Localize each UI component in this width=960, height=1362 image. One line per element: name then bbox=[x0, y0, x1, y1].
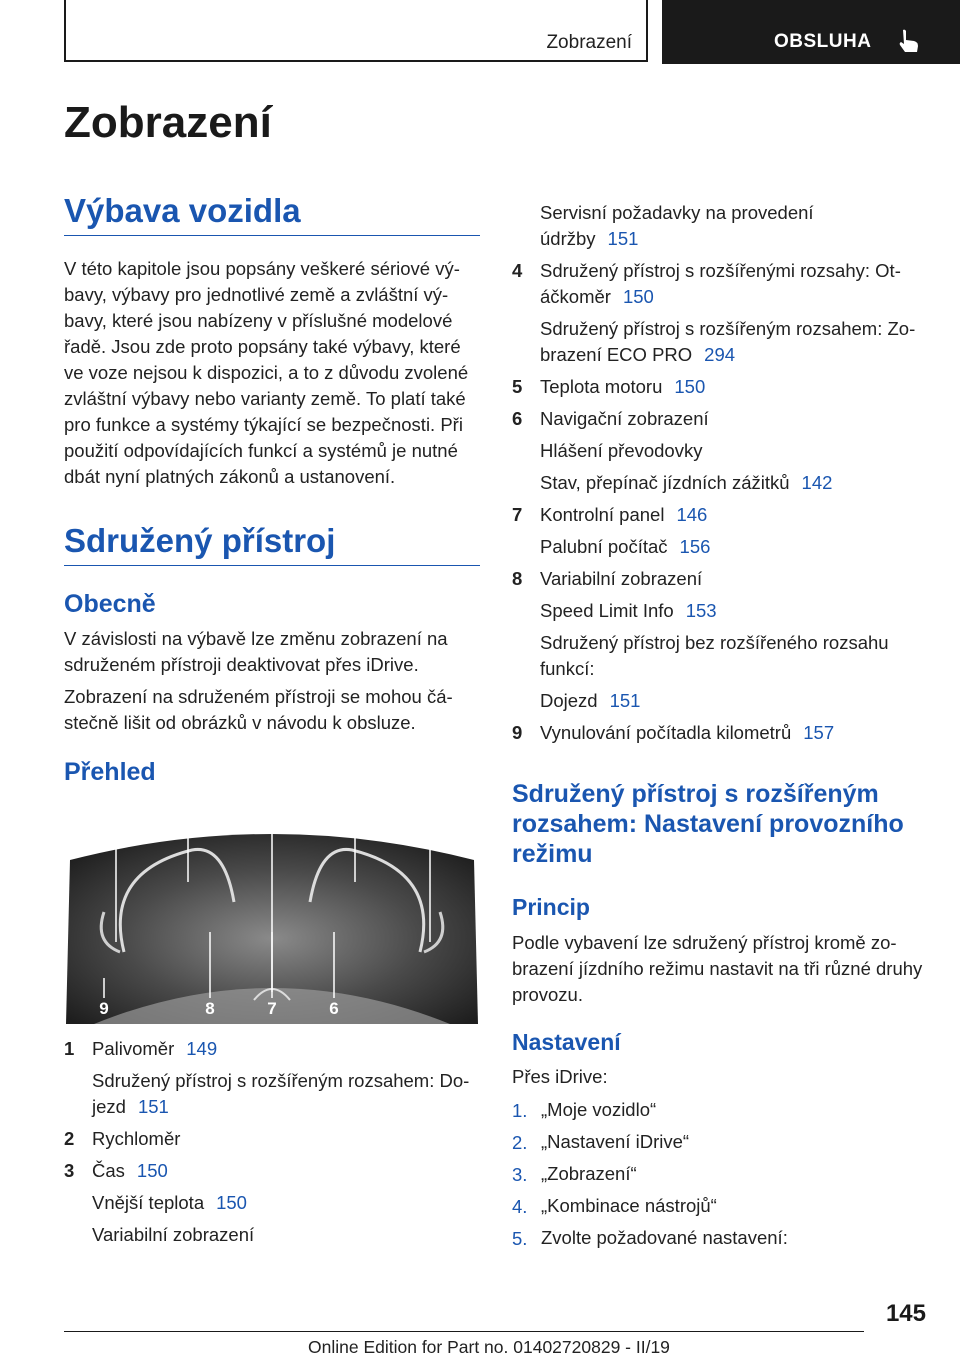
text-line: stečně lišit od obrázků v návodu k obsluze. bbox=[64, 712, 416, 733]
legend-number: 9 bbox=[512, 722, 523, 743]
legend-text: Servisní požadavky na provedení bbox=[540, 202, 814, 223]
heading-vybava: Výbava vozidla bbox=[64, 192, 301, 229]
page-reference-link[interactable]: 151 bbox=[137, 1096, 169, 1117]
legend-text: Speed Limit Info bbox=[540, 600, 674, 621]
page-reference-link[interactable]: 150 bbox=[136, 1160, 168, 1181]
step-text: „Zobrazení“ bbox=[541, 1163, 637, 1184]
header-section-title: Zobrazení bbox=[546, 32, 632, 53]
figure-label-4: 4 bbox=[350, 807, 360, 826]
legend-item bbox=[540, 438, 702, 464]
legend-item bbox=[92, 1222, 254, 1248]
legend-number: 1 bbox=[64, 1038, 75, 1059]
pointing-hand-icon bbox=[894, 28, 922, 54]
figure-label-3: 3 bbox=[267, 807, 277, 826]
text-line: bavy, které jsou nabízeny v příslušné modelové bbox=[64, 310, 453, 331]
page-reference-link[interactable]: 151 bbox=[607, 228, 639, 249]
legend-text: Palubní počítač bbox=[540, 536, 668, 557]
legend-text: Sdružený přístroj s rozšířenými rozsahy: Ot‐ bbox=[540, 260, 901, 281]
step-number: 3. bbox=[512, 1164, 528, 1185]
heading-rule bbox=[64, 565, 480, 566]
page-reference-link[interactable]: 294 bbox=[704, 344, 736, 365]
page-reference-link[interactable]: 146 bbox=[676, 504, 708, 525]
legend-text: Stav, přepínač jízdních zážitků bbox=[540, 472, 790, 493]
legend-item bbox=[92, 1158, 168, 1184]
figure-label-1: 1 bbox=[111, 807, 121, 826]
legend-item bbox=[540, 374, 705, 400]
page-reference-link[interactable]: 149 bbox=[186, 1038, 218, 1059]
heading-prehled: Přehled bbox=[64, 758, 156, 786]
legend-item bbox=[540, 342, 735, 368]
text-line: použití odpovídajících funkcí a systémů je nutné bbox=[64, 440, 458, 461]
legend-number: 6 bbox=[512, 408, 523, 429]
header-chapter-box bbox=[662, 0, 960, 64]
legend-text: Kontrolní panel bbox=[540, 504, 665, 525]
step-number: 4. bbox=[512, 1196, 528, 1217]
figure-label-9: 9 bbox=[99, 999, 109, 1018]
text-line: Zobrazení na sdruženém přístroji se mohou čá‐ bbox=[64, 686, 453, 707]
legend-text: Sdružený přístroj s rozšířeným rozsahem: Do‐ bbox=[92, 1070, 470, 1091]
page-reference-link[interactable]: 157 bbox=[803, 722, 835, 743]
heading-sdruzeny: Sdružený přístroj bbox=[64, 522, 336, 559]
heading-rezim-line: rozsahem: Nastavení provozního bbox=[512, 810, 904, 838]
legend-item bbox=[540, 316, 915, 342]
figure-label-5: 5 bbox=[425, 807, 435, 826]
legend-text: funkcí: bbox=[540, 658, 595, 679]
heading-obecne: Obecně bbox=[64, 590, 156, 618]
text-line: Podle vybavení lze sdružený přístroj kromě zo‐ bbox=[512, 932, 897, 953]
legend-item bbox=[540, 630, 889, 656]
legend-item bbox=[540, 688, 640, 714]
legend-item bbox=[92, 1094, 169, 1120]
page-number: 145 bbox=[885, 1300, 926, 1327]
legend-text: Rychloměr bbox=[92, 1128, 181, 1149]
legend-item bbox=[540, 284, 654, 310]
step-number: 2. bbox=[512, 1132, 528, 1153]
legend-text: Variabilní zobrazení bbox=[540, 568, 703, 589]
text-line: bavy, výbavy pro jednotlivé země a zvláštní vý‐ bbox=[64, 284, 449, 305]
heading-nastaveni: Nastavení bbox=[512, 1029, 621, 1055]
heading-rezim-line: režimu bbox=[512, 840, 593, 868]
page-reference-link[interactable]: 150 bbox=[216, 1192, 247, 1213]
legend-number: 8 bbox=[512, 568, 523, 589]
step-text: „Nastavení iDrive“ bbox=[541, 1131, 690, 1152]
text-line: brazení jízdního režimu nastavit na tři různé druhy bbox=[512, 958, 923, 979]
header-section-box bbox=[64, 0, 648, 62]
legend-item bbox=[92, 1068, 469, 1094]
figure-label-2: 2 bbox=[183, 807, 193, 826]
legend-text: Čas bbox=[92, 1160, 125, 1181]
legend-item bbox=[540, 534, 710, 560]
legend-item bbox=[540, 470, 832, 496]
legend-number: 5 bbox=[512, 376, 523, 397]
legend-number: 7 bbox=[512, 504, 523, 525]
legend-item bbox=[540, 200, 814, 226]
legend-text: áčkoměr bbox=[540, 286, 611, 307]
page-reference-link[interactable]: 150 bbox=[622, 286, 654, 307]
heading-rezim-line: Sdružený přístroj s rozšířeným bbox=[512, 780, 879, 808]
legend-item bbox=[540, 656, 595, 682]
instrument-cluster-figure bbox=[64, 802, 480, 1024]
legend-text: brazení ECO PRO bbox=[540, 344, 693, 365]
text-line: V závislosti na výbavě lze změnu zobrazení na bbox=[64, 628, 448, 649]
footer-rule bbox=[64, 1331, 864, 1332]
footer-edition: Online Edition for Part no. 01402720829 - II/19 bbox=[308, 1337, 670, 1357]
nastaveni-intro: Přes iDrive: bbox=[512, 1066, 608, 1087]
legend-text: údržby bbox=[540, 228, 596, 249]
legend-item bbox=[92, 1190, 247, 1216]
legend-text: Dojezd bbox=[540, 690, 598, 711]
text-line: pro funkce a systémy týkající se bezpečnosti. Při bbox=[64, 414, 463, 435]
header-chapter-title: OBSLUHA bbox=[774, 31, 872, 52]
legend-text: Sdružený přístroj bez rozšířeného rozsahu bbox=[540, 632, 889, 653]
heading-princip: Princip bbox=[512, 894, 590, 920]
figure-label-6: 6 bbox=[329, 999, 339, 1018]
legend-item bbox=[540, 598, 717, 624]
legend-text: jezd bbox=[92, 1096, 126, 1117]
step-number: 5. bbox=[512, 1228, 528, 1249]
legend-item bbox=[540, 720, 834, 746]
step-text: „Kombinace nástrojů“ bbox=[541, 1195, 717, 1216]
text-line: ve voze nejsou k dispozici, a to z důvodu zvolené bbox=[64, 362, 469, 383]
page-reference-link[interactable]: 142 bbox=[801, 472, 833, 493]
page-reference-link[interactable]: 156 bbox=[679, 536, 711, 557]
legend-text: Hlášení převodovky bbox=[540, 440, 703, 461]
step-text: „Moje vozidlo“ bbox=[541, 1099, 657, 1120]
step-number: 1. bbox=[512, 1100, 528, 1121]
figure-label-7: 7 bbox=[267, 999, 277, 1018]
legend-item bbox=[92, 1126, 180, 1152]
page-title: Zobrazení bbox=[64, 98, 272, 147]
legend-text: Variabilní zobrazení bbox=[92, 1224, 255, 1245]
legend-text: Vynulování počítadla kilometrů bbox=[540, 722, 792, 743]
legend-item bbox=[540, 226, 638, 252]
page-reference-link[interactable]: 150 bbox=[674, 376, 706, 397]
step-text: Zvolte požadované nastavení: bbox=[541, 1227, 788, 1248]
legend-text: Sdružený přístroj s rozšířeným rozsahem: Zo‐ bbox=[540, 318, 916, 339]
legend-number: 2 bbox=[64, 1128, 75, 1149]
text-line: zvláštní výbavy nebo varianty země. To platí také bbox=[64, 388, 466, 409]
page-reference-link[interactable]: 153 bbox=[685, 600, 717, 621]
text-line: řadě. Jsou zde proto popsány také výbavy, které bbox=[64, 336, 461, 357]
text-line: V této kapitole jsou popsány veškeré sériové vý‐ bbox=[64, 258, 460, 279]
heading-rule bbox=[64, 235, 480, 236]
legend-text: Teplota motoru bbox=[540, 376, 663, 397]
legend-number: 4 bbox=[512, 260, 523, 281]
text-line: provozu. bbox=[512, 984, 583, 1005]
text-line: sdruženém přístroji deaktivovat přes iDrive. bbox=[64, 654, 419, 675]
legend-text: Vnější teplota bbox=[92, 1192, 205, 1213]
legend-number: 3 bbox=[64, 1160, 75, 1181]
legend-item bbox=[540, 566, 702, 592]
legend-text: Palivoměr bbox=[92, 1038, 175, 1059]
figure-label-8: 8 bbox=[205, 999, 215, 1018]
page-reference-link[interactable]: 151 bbox=[609, 690, 641, 711]
text-line: dbát nyní platných zákonů a ustanovení. bbox=[64, 466, 396, 487]
legend-item bbox=[540, 502, 707, 528]
legend-text: Navigační zobrazení bbox=[540, 408, 709, 429]
legend-item bbox=[540, 406, 709, 432]
legend-item bbox=[92, 1036, 217, 1062]
legend-item bbox=[540, 258, 901, 284]
